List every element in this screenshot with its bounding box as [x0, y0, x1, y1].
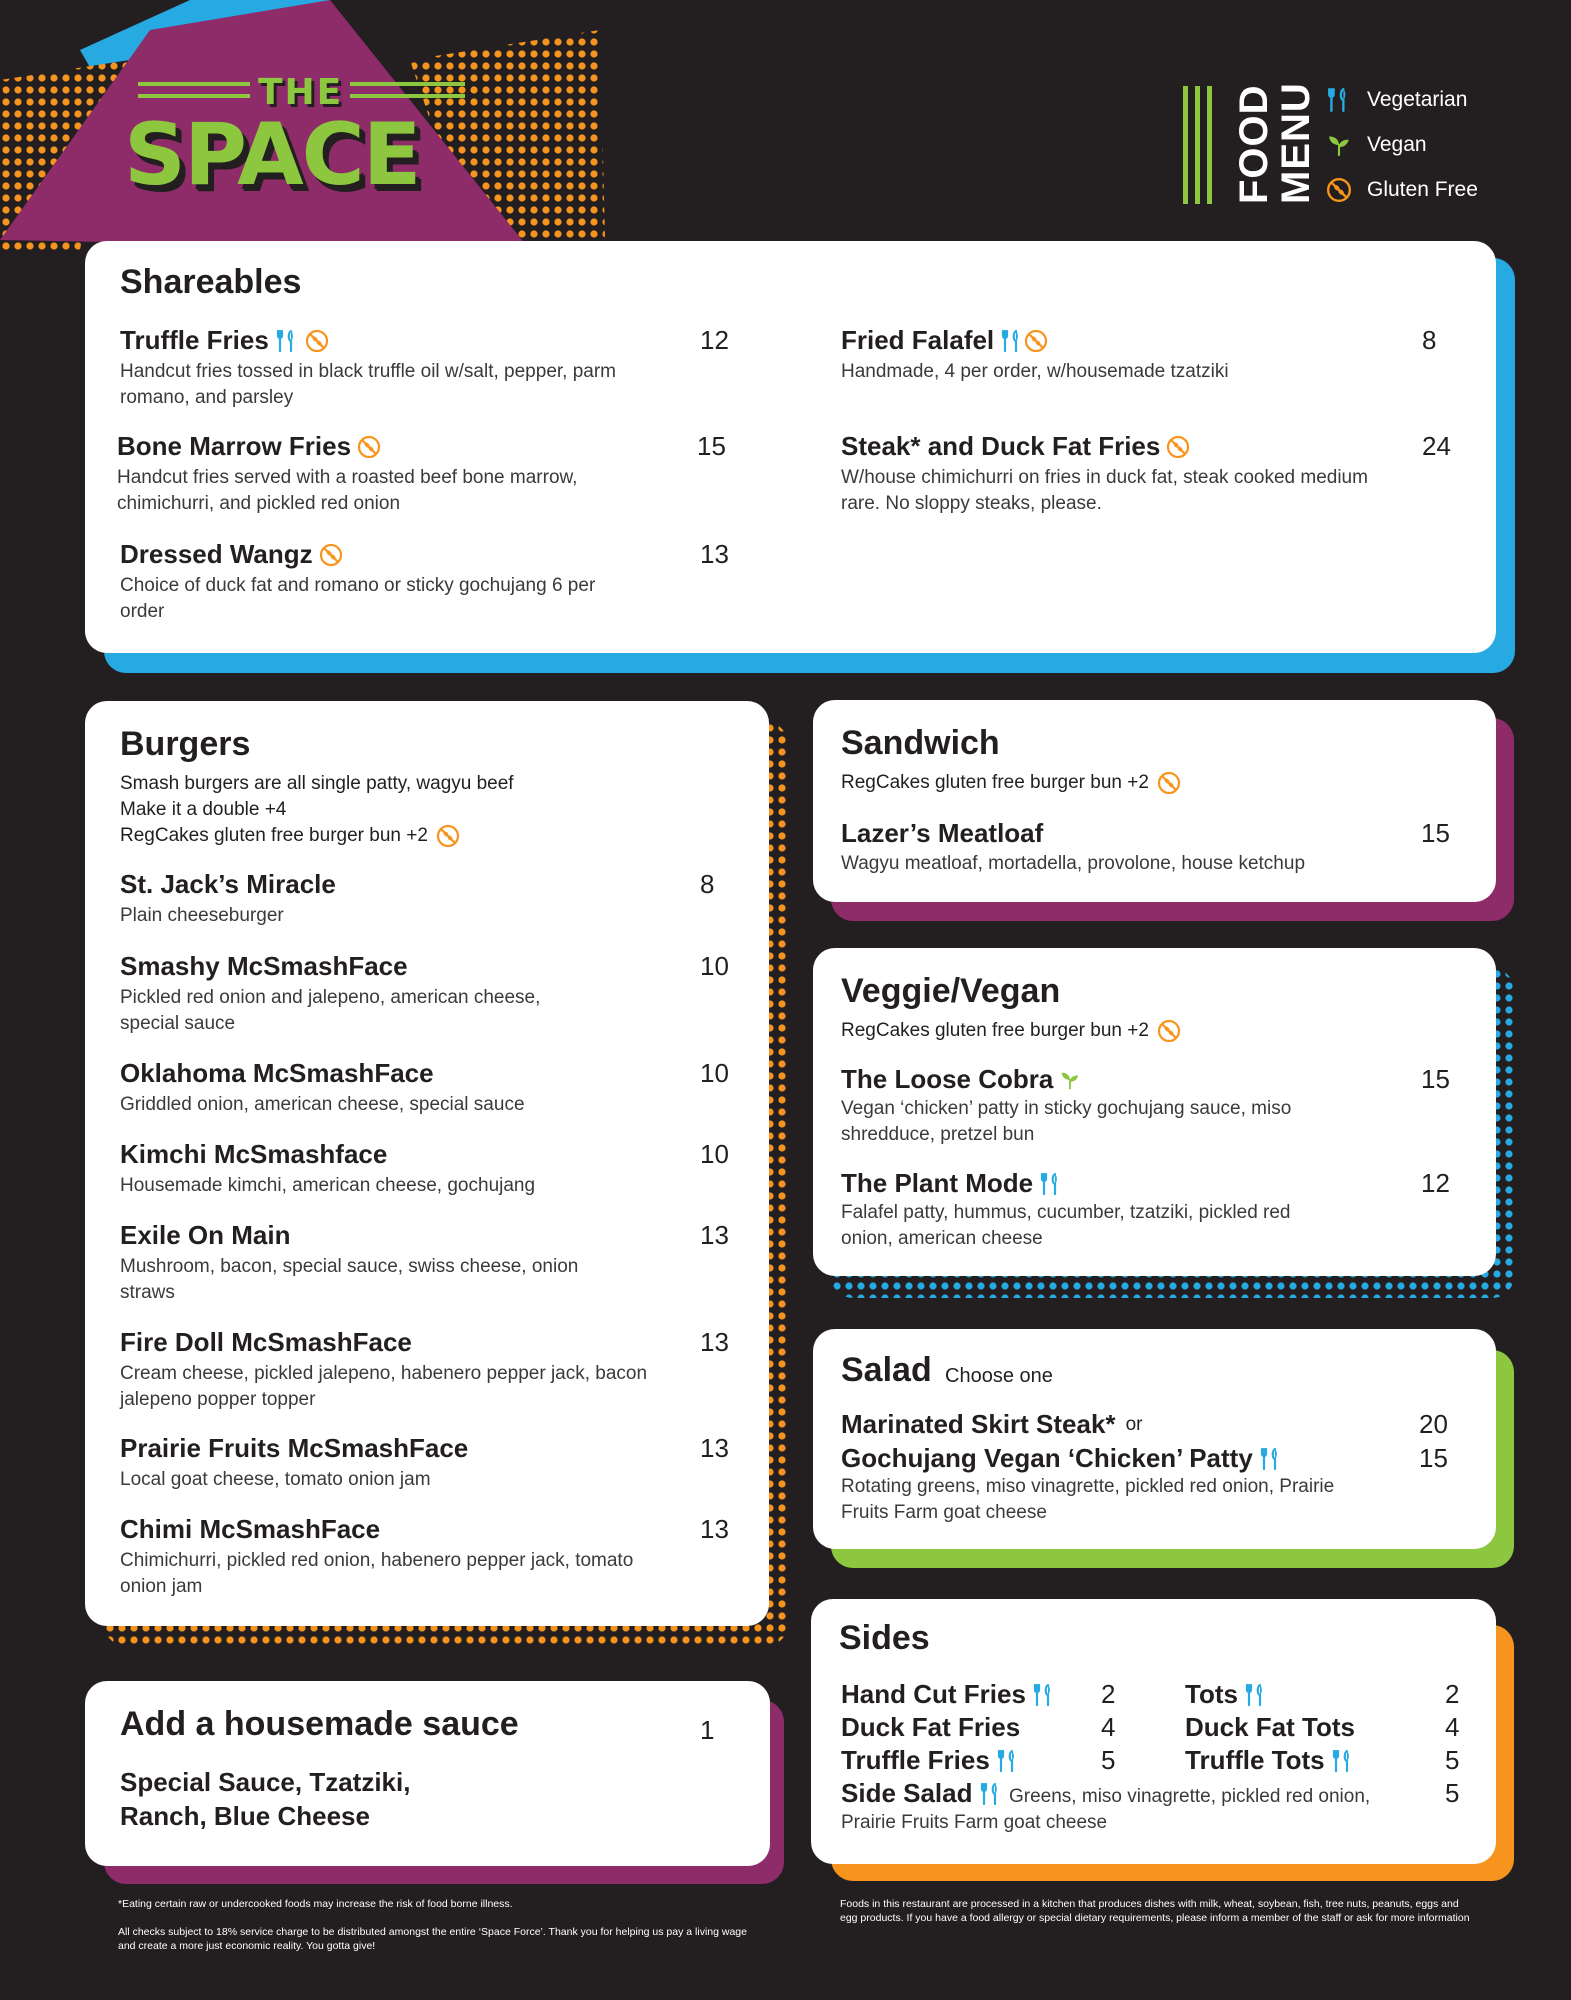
menu-item-name: St. Jack’s Miracle	[120, 869, 336, 899]
menu-item-name: Dressed Wangz	[120, 539, 343, 570]
burgers-card	[85, 701, 769, 1626]
menu-item-desc: Housemade kimchi, american cheese, gochujang	[120, 1175, 536, 1196]
menu-item-name: The Loose Cobra	[841, 1064, 1081, 1095]
side-item-price: 5	[1101, 1745, 1116, 1775]
logo-stripe	[350, 82, 465, 86]
gluten-free-icon	[1325, 176, 1353, 204]
menu-item-desc: Handmade, 4 per order, w/housemade tzatziki	[841, 361, 1229, 382]
logo-stripe	[350, 94, 465, 98]
gluten-free-icon	[1157, 1019, 1181, 1043]
legend-label: Gluten Free	[1367, 178, 1478, 201]
menu-item-desc: Cream cheese, pickled jalepeno, habenero pepper jack, bacon jalepeno popper topper	[120, 1363, 648, 1410]
menu-item-desc: Vegan ‘chicken’ patty in sticky gochujang sauce, miso shredduce, pretzel bun	[841, 1098, 1292, 1145]
menu-item-desc: Griddled onion, american cheese, special sauce	[120, 1094, 525, 1115]
gluten-free-icon	[436, 824, 460, 848]
gluten-free-icon	[1157, 771, 1181, 795]
legend-vegan	[1325, 131, 1427, 159]
side-item-name: Hand Cut Fries	[841, 1679, 1056, 1710]
sandwich-note: RegCakes gluten free burger bun +2	[841, 770, 1181, 796]
section-title: Sides	[839, 1619, 930, 1657]
vegetarian-icon	[1032, 1683, 1056, 1707]
menu-item-price: 12	[700, 325, 729, 355]
menu-item-price: 13	[700, 539, 729, 569]
menu-item-name: The Plant Mode	[841, 1168, 1063, 1199]
shareables-card	[85, 241, 1496, 653]
section-title: Shareables	[120, 263, 302, 301]
side-item-price: 4	[1101, 1712, 1116, 1742]
menu-item-name: Kimchi McSmashface	[120, 1139, 388, 1169]
vegetarian-icon	[1244, 1683, 1268, 1707]
vegetarian-icon	[996, 1749, 1020, 1773]
menu-item-price: 15	[697, 431, 726, 461]
menu-item-price: 12	[1421, 1168, 1450, 1198]
side-item-name: Truffle Fries	[841, 1745, 1020, 1776]
menu-item-name: Fried Falafel	[841, 325, 1048, 356]
sauce-card	[85, 1681, 770, 1866]
menu-stripe	[1183, 86, 1188, 204]
logo-stripe	[138, 94, 250, 98]
menu-item-name: Lazer’s Meatloaf	[841, 818, 1044, 848]
salad-subtitle: Choose one	[945, 1365, 1053, 1387]
side-item-price: 4	[1445, 1712, 1460, 1742]
menu-item-desc: Plain cheeseburger	[120, 905, 284, 926]
menu-item-desc: Pickled red onion and jalepeno, american cheese, special sauce	[120, 987, 541, 1034]
raw-food-warning: *Eating certain raw or undercooked foods may increase the risk of food borne illness.	[118, 1898, 513, 1910]
logo-space: SPACE	[124, 105, 420, 205]
menu-item-price: 13	[700, 1220, 729, 1250]
side-salad-price: 5	[1445, 1778, 1460, 1808]
vegetarian-icon	[1325, 86, 1353, 114]
menu-item-price: 13	[700, 1514, 729, 1544]
gluten-free-icon	[319, 543, 343, 567]
menu-item-desc: Handcut fries served with a roasted beef bone marrow, chimichurri, and pickled red onion	[117, 467, 578, 514]
vegetarian-icon	[1259, 1447, 1283, 1471]
legend-label: Vegetarian	[1367, 88, 1468, 111]
gluten-free-icon	[305, 329, 329, 353]
salad-card	[813, 1329, 1496, 1549]
menu-item-desc: Handcut fries tossed in black truffle oil w/salt, pepper, parm romano, and parsley	[120, 361, 617, 408]
food-word: FOOD	[1232, 84, 1276, 204]
menu-item-desc: Wagyu meatloaf, mortadella, provolone, house ketchup	[841, 853, 1306, 874]
menu-item-price: 10	[700, 1058, 729, 1088]
side-item-name: Duck Fat Tots	[1185, 1712, 1355, 1742]
veggie-note: RegCakes gluten free burger bun +2	[841, 1018, 1181, 1044]
sides-card	[811, 1599, 1496, 1864]
gluten-free-icon	[357, 435, 381, 459]
menu-item-desc: Falafel patty, hummus, cucumber, tzatziki, pickled red onion, american cheese	[841, 1202, 1291, 1249]
menu-item-desc: Mushroom, bacon, special sauce, swiss cheese, onion straws	[120, 1256, 579, 1303]
gluten-free-icon	[1166, 435, 1190, 459]
salad-price-chicken: 15	[1419, 1443, 1448, 1473]
section-title: Veggie/Vegan	[841, 972, 1061, 1010]
vegan-icon	[1059, 1069, 1081, 1091]
side-item-price: 5	[1445, 1745, 1460, 1775]
gluten-free-icon	[1024, 329, 1048, 353]
side-salad-desc: Greens, miso vinagrette, pickled red onion, Prairie Fruits Farm goat cheese	[841, 1786, 1371, 1833]
menu-item-desc: W/house chimichurri on fries in duck fat, steak cooked medium rare. No sloppy steaks, please.	[841, 467, 1368, 514]
salad-price-steak: 20	[1419, 1409, 1448, 1439]
menu-item-name: Truffle Fries	[120, 325, 329, 356]
burgers-note: RegCakes gluten free burger bun +2	[120, 823, 460, 849]
section-title: Burgers	[120, 725, 251, 763]
vegan-icon	[1325, 131, 1353, 159]
menu-item-name: Oklahoma McSmashFace	[120, 1058, 434, 1088]
side-item-name: Truffle Tots	[1185, 1745, 1355, 1776]
sauce-price: 1	[700, 1715, 715, 1745]
menu-item-price: 13	[700, 1327, 729, 1357]
menu-item-price: 8	[700, 869, 715, 899]
vegetarian-icon	[275, 329, 299, 353]
veggie-card	[813, 948, 1496, 1276]
side-item-price: 2	[1101, 1679, 1116, 1709]
menu-item-name: Bone Marrow Fries	[117, 431, 381, 462]
section-title: Add a housemade sauce	[120, 1705, 519, 1743]
menu-item-name: Steak* and Duck Fat Fries	[841, 431, 1190, 462]
sauce-options: Special Sauce, Tzatziki, Ranch, Blue Cheese	[120, 1767, 411, 1831]
side-salad-name: Side Salad	[841, 1778, 1003, 1809]
side-item-price: 2	[1445, 1679, 1460, 1709]
salad-option-steak: Marinated Skirt Steak* or	[841, 1409, 1143, 1439]
menu-item-name: Fire Doll McSmashFace	[120, 1327, 412, 1357]
menu-item-name: Smashy McSmashFace	[120, 951, 408, 981]
menu-item-name: Prairie Fruits McSmashFace	[120, 1433, 469, 1463]
menu-item-price: 15	[1421, 818, 1450, 848]
menu-item-price: 15	[1421, 1064, 1450, 1094]
menu-item-price: 8	[1422, 325, 1437, 355]
vegetarian-icon	[1331, 1749, 1355, 1773]
logo-the: THE	[258, 72, 344, 113]
legend-gluten-free	[1325, 176, 1478, 204]
logo-stripe	[138, 82, 250, 86]
menu-item-name: Chimi McSmashFace	[120, 1514, 381, 1544]
salad-option-chicken: Gochujang Vegan ‘Chicken’ Patty	[841, 1443, 1283, 1474]
side-item-name: Tots	[1185, 1679, 1268, 1710]
vegetarian-icon	[1000, 329, 1024, 353]
vegetarian-icon	[1039, 1172, 1063, 1196]
service-charge-note: All checks subject to 18% service charge to be distributed amongst the entire ‘Space Force’. Thank you for helping us pay a living wage and create a more just economic reality. You gotta give!	[118, 1926, 747, 1952]
burgers-note: Make it a double +4	[120, 799, 287, 820]
menu-item-name: Exile On Main	[120, 1220, 291, 1250]
menu-item-desc: Local goat cheese, tomato onion jam	[120, 1469, 431, 1490]
menu-item-desc: Chimichurri, pickled red onion, habenero pepper jack, tomato onion jam	[120, 1550, 634, 1597]
salad-or: or	[1125, 1413, 1143, 1435]
menu-item-desc: Choice of duck fat and romano or sticky gochujang 6 per order	[120, 575, 596, 622]
section-title: Sandwich	[841, 724, 1000, 762]
legend-label: Vegan	[1367, 133, 1427, 156]
legend-vegetarian	[1325, 86, 1467, 114]
side-item-name: Duck Fat Fries	[841, 1712, 1021, 1742]
menu-stripe	[1195, 86, 1200, 204]
menu-word: MENU	[1274, 82, 1318, 204]
menu-stripe	[1207, 86, 1212, 204]
section-title: Salad	[841, 1351, 932, 1389]
sandwich-card	[813, 700, 1496, 902]
menu-item-price: 24	[1422, 431, 1451, 461]
menu-item-price: 13	[700, 1433, 729, 1463]
salad-desc: Rotating greens, miso vinagrette, pickled red onion, Prairie Fruits Farm goat cheese	[841, 1476, 1335, 1523]
burgers-note: Smash burgers are all single patty, wagyu beef	[120, 773, 514, 794]
menu-item-price: 10	[700, 951, 729, 981]
allergy-note: Foods in this restaurant are processed in a kitchen that produces dishes with milk, wheat, soybean, fish, tree nuts, peanuts, eggs and egg products. If you have a food allergy or special dietary requirements, please inform a member of the staff or ask for more information	[840, 1898, 1470, 1924]
menu-item-price: 10	[700, 1139, 729, 1169]
